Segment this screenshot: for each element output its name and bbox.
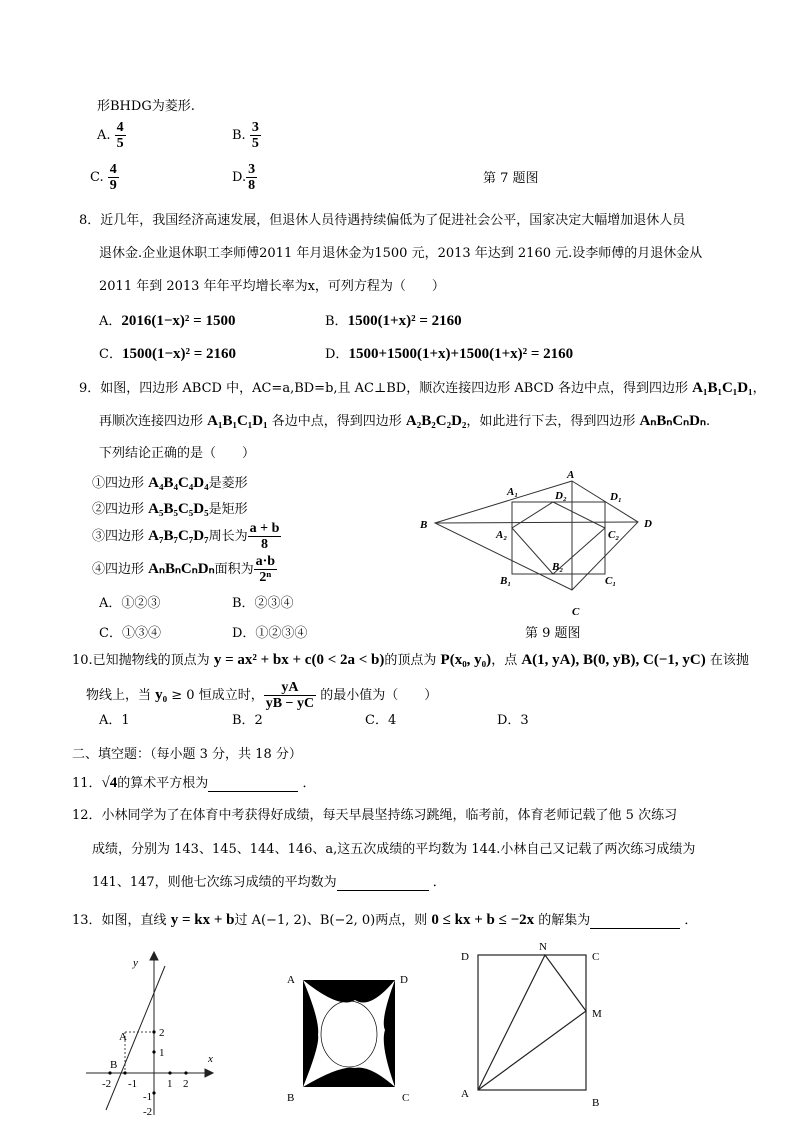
label-d: D: [644, 518, 652, 530]
svg-text:N: N: [539, 941, 547, 953]
svg-text:1: 1: [159, 1047, 165, 1059]
svg-text:-1: -1: [128, 1078, 138, 1090]
q8-line: 退休金.企业退休职工李师傅2011 年月退休金为1500 元，2013 年达到 2160 元.设李师傅的月退休金从: [99, 246, 703, 261]
q7-option-a: A. $\frac{4}{5}$: [97, 120, 124, 151]
svg-text:1: 1: [167, 1078, 173, 1090]
q10-option-a: A．1: [99, 713, 130, 728]
svg-text:2: 2: [159, 1027, 165, 1039]
q9-line: 再顺次连接四边形 A₁B₁C₁D₁ 各边中点，得到四边形 A₂B₂C₂D₂，如此进行下去，得到四边形 AₙBₙCₙDₙ.: [99, 413, 711, 429]
svg-text:-1: -1: [143, 1091, 153, 1103]
q8-line: 2011 年到 2013 年年平均增长率为x，可列方程为（ ）: [99, 279, 445, 294]
q9-item: ④四边形 AₙBₙCₙDₙ面积为 $\frac{a\cdot b}{\text{2ⁿ}}$: [92, 554, 276, 585]
q10-line: 10.已知抛物线的顶点为 y = ax² + bx + c(0 < 2a < b)的顶点为 P(x₀, y₀)，点 A(1, yA), B(0, yB), C(−1, yC) 在该抛: [72, 652, 749, 668]
label-c2: C₂: [608, 529, 620, 541]
q7-figure-caption: 第 7 题图: [483, 171, 539, 186]
q10-option-d: D．3: [497, 713, 529, 728]
svg-text:y: y: [133, 957, 138, 969]
label-b1: B₁: [500, 575, 512, 587]
section-title: 二、填空题：（每小题 3 分，共 18 分）: [72, 747, 302, 762]
q9-option-b: B．②③④: [232, 596, 294, 611]
shaded-square-figure: [287, 974, 409, 1104]
svg-text:A: A: [119, 1031, 127, 1043]
q8-option-a: A．2016(1−x)² = 1500: [99, 313, 236, 329]
svg-text:A: A: [287, 974, 295, 986]
label-a2: A₂: [496, 529, 508, 541]
q9-option-c: C．①③④: [99, 626, 161, 641]
label-d1: D₁: [610, 491, 622, 503]
svg-text:C: C: [592, 951, 600, 963]
label-a: A: [567, 469, 575, 481]
svg-text:2: 2: [183, 1078, 189, 1090]
q10-line: 物线上，当 y₀ ≥ 0 恒成立时， $\frac{yA}{yB - yC}$ 的最小值为（ ）: [86, 680, 438, 711]
q9-option-d: D．①②③④: [232, 626, 308, 641]
q10-option-c: C．4: [365, 713, 397, 728]
label-a1: A₁: [507, 486, 519, 498]
svg-text:D: D: [461, 951, 469, 963]
svg-text:-2: -2: [102, 1078, 112, 1090]
label-d2: D₂: [555, 490, 567, 502]
q9-line: 下列结论正确的是（ ）: [99, 446, 256, 461]
q8-option-d: D．1500+1500(1+x)+1500(1+x)² = 2160: [325, 346, 574, 362]
svg-text:x: x: [208, 1053, 213, 1065]
q9-item: ③四边形 A₇B₇C₇D₇周长为 $\frac{a + b}{8}$: [92, 521, 280, 552]
label-c1: C₁: [605, 575, 617, 587]
q9-figure-caption: 第 9 题图: [525, 626, 581, 641]
q8-line: 8．近几年，我国经济高速发展，但退休人员待遇持续偏低为了促进社会公平，国家决定大幅增加退休人员: [79, 213, 686, 228]
q12-line: 12．小林同学为了在体育中考获得好成绩，每天早晨坚持练习跳绳，临考前，体育老师记载了他 5 次练习: [72, 808, 678, 823]
q7-option-d: D. $\frac{3}{8}$: [232, 162, 256, 193]
label-b: B: [420, 519, 428, 531]
q11: 11．√4的算术平方根为 ．: [72, 775, 316, 791]
svg-text:B: B: [287, 1092, 295, 1104]
q12-line: 成绩，分别为 143、145、144、146、a,这五次成绩的平均数为 144.小林自己又记载了两次练习成绩为: [92, 842, 696, 857]
svg-text:-2: -2: [143, 1106, 153, 1118]
svg-text:B: B: [110, 1059, 118, 1071]
q8-option-c: C．1500(1−x)² = 2160: [99, 346, 237, 362]
q9-item: ①四边形 A₄B₄C₄D₄是菱形: [92, 475, 248, 491]
q7-option-b: B. $\frac{3}{5}$: [232, 120, 259, 151]
svg-text:A: A: [461, 1088, 469, 1100]
q8-option-b: B．1500(1+x)² = 2160: [325, 313, 462, 329]
label-c: C: [572, 606, 580, 618]
q7-tail: 形BHDG为菱形.: [97, 99, 195, 114]
q9-item: ②四边形 A₅B₅C₅D₅是矩形: [92, 501, 248, 517]
q13-line: 13．如图，直线 y = kx + b过 A(−1, 2)、B(−2, 0)两点，则 0 ≤ kx + b ≤ −2x 的解集为 ．: [72, 912, 698, 928]
rectangle-figure: [478, 955, 586, 1090]
rectangle-figure-labels: [461, 941, 602, 1109]
q12-line: 141、147，则他七次练习成绩的平均数为 ．: [92, 875, 446, 890]
svg-text:M: M: [592, 1008, 602, 1020]
label-b2: B₂: [552, 561, 564, 573]
svg-text:B: B: [592, 1097, 600, 1109]
svg-text:D: D: [400, 974, 408, 986]
q9-line: 9．如图，四边形 ABCD 中，AC=a,BD=b,且 AC⊥BD，顺次连接四边形 ABCD 各边中点，得到四边形 A₁B₁C₁D₁，: [79, 380, 766, 396]
q9-option-a: A．①②③: [99, 596, 161, 611]
q7-option-c: C. $\frac{4}{9}$: [90, 162, 117, 193]
coordinate-graph: [86, 952, 213, 1118]
svg-text:C: C: [402, 1092, 410, 1104]
q10-option-b: B．2: [232, 713, 263, 728]
